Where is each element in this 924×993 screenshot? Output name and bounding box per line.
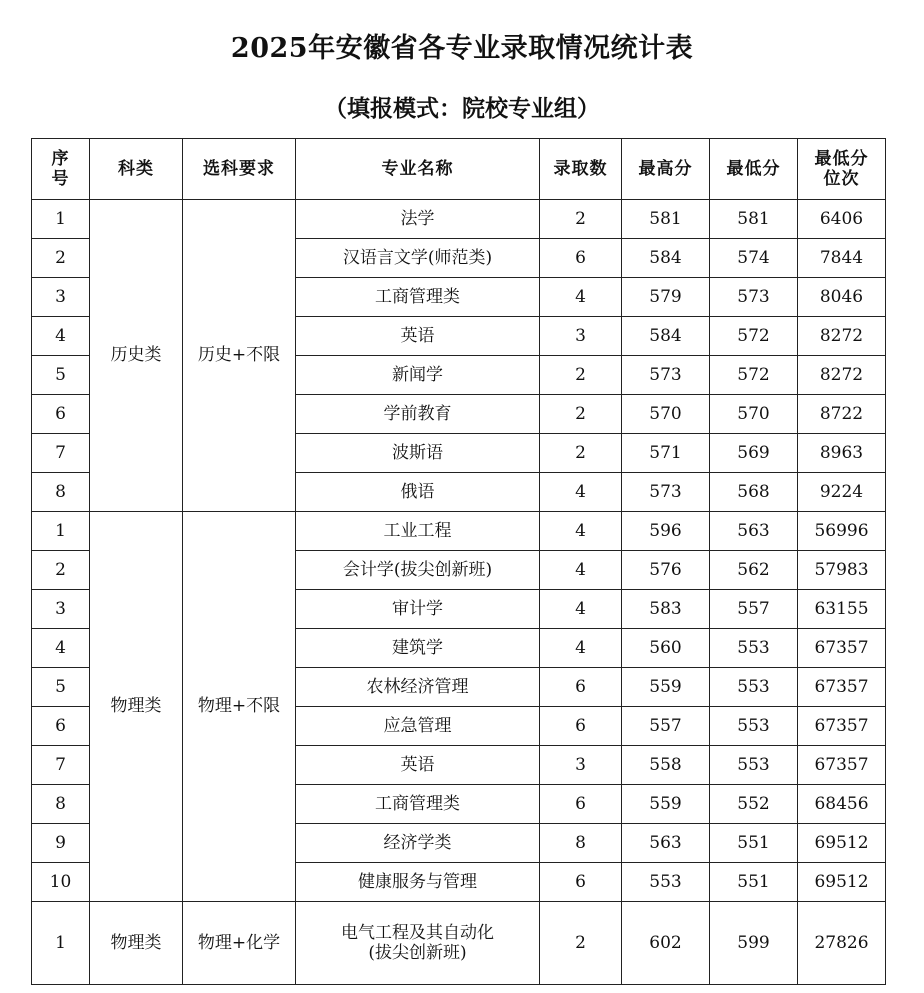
cell-max-score: 571 <box>622 434 710 473</box>
cell-min-rank: 6406 <box>798 200 886 239</box>
cell-min-score: 551 <box>710 824 798 863</box>
cell-major: 俄语 <box>296 473 540 512</box>
cell-admitted: 6 <box>540 785 622 824</box>
table-row <box>32 902 886 985</box>
cell-admitted: 4 <box>540 551 622 590</box>
cell-major: 审计学 <box>296 590 540 629</box>
cell-admitted: 2 <box>540 200 622 239</box>
cell-major: 法学 <box>296 200 540 239</box>
header-major: 专业名称 <box>296 139 540 200</box>
cell-subject-req: 物理+不限 <box>183 512 296 902</box>
cell-major: 农林经济管理 <box>296 668 540 707</box>
cell-admitted: 2 <box>540 356 622 395</box>
cell-min-score: 599 <box>710 902 798 985</box>
cell-min-rank: 63155 <box>798 590 886 629</box>
cell-index: 8 <box>32 785 90 824</box>
cell-min-score: 553 <box>710 629 798 668</box>
cell-min-score: 552 <box>710 785 798 824</box>
cell-min-rank: 8272 <box>798 317 886 356</box>
cell-min-score: 557 <box>710 590 798 629</box>
cell-admitted: 6 <box>540 707 622 746</box>
cell-min-rank: 27826 <box>798 902 886 985</box>
cell-major: 应急管理 <box>296 707 540 746</box>
cell-category: 物理类 <box>90 902 183 985</box>
cell-min-rank: 69512 <box>798 824 886 863</box>
cell-min-rank: 8272 <box>798 356 886 395</box>
cell-max-score: 584 <box>622 317 710 356</box>
cell-index: 2 <box>32 551 90 590</box>
cell-major: 英语 <box>296 317 540 356</box>
table-row <box>32 200 886 239</box>
header-min-rank: 最低分 位次 <box>798 139 886 200</box>
cell-max-score: 557 <box>622 707 710 746</box>
cell-major: 建筑学 <box>296 629 540 668</box>
cell-major: 汉语言文学(师范类) <box>296 239 540 278</box>
cell-min-score: 553 <box>710 707 798 746</box>
cell-max-score: 559 <box>622 785 710 824</box>
cell-admitted: 6 <box>540 863 622 902</box>
cell-min-score: 573 <box>710 278 798 317</box>
cell-max-score: 581 <box>622 200 710 239</box>
cell-major: 电气工程及其自动化 (拔尖创新班) <box>296 902 540 985</box>
cell-admitted: 8 <box>540 824 622 863</box>
cell-max-score: 583 <box>622 590 710 629</box>
cell-major: 会计学(拔尖创新班) <box>296 551 540 590</box>
cell-max-score: 563 <box>622 824 710 863</box>
cell-admitted: 4 <box>540 278 622 317</box>
cell-min-score: 568 <box>710 473 798 512</box>
header-category: 科类 <box>90 139 183 200</box>
cell-min-rank: 56996 <box>798 512 886 551</box>
cell-min-score: 563 <box>710 512 798 551</box>
cell-max-score: 573 <box>622 356 710 395</box>
cell-category: 物理类 <box>90 512 183 902</box>
cell-index: 5 <box>32 356 90 395</box>
cell-max-score: 553 <box>622 863 710 902</box>
cell-index: 9 <box>32 824 90 863</box>
cell-index: 7 <box>32 746 90 785</box>
cell-admitted: 4 <box>540 629 622 668</box>
cell-max-score: 558 <box>622 746 710 785</box>
cell-max-score: 559 <box>622 668 710 707</box>
cell-admitted: 4 <box>540 512 622 551</box>
cell-min-rank: 57983 <box>798 551 886 590</box>
header-index: 序 号 <box>32 139 90 200</box>
cell-min-rank: 8963 <box>798 434 886 473</box>
cell-min-score: 581 <box>710 200 798 239</box>
cell-min-score: 572 <box>710 356 798 395</box>
cell-max-score: 602 <box>622 902 710 985</box>
cell-min-rank: 69512 <box>798 863 886 902</box>
cell-admitted: 2 <box>540 434 622 473</box>
cell-major: 新闻学 <box>296 356 540 395</box>
cell-max-score: 560 <box>622 629 710 668</box>
cell-min-rank: 67357 <box>798 629 886 668</box>
cell-index: 6 <box>32 395 90 434</box>
cell-min-rank: 9224 <box>798 473 886 512</box>
cell-min-rank: 67357 <box>798 707 886 746</box>
cell-admitted: 3 <box>540 317 622 356</box>
page-subtitle: （填报模式：院校专业组） <box>324 95 600 122</box>
cell-min-score: 562 <box>710 551 798 590</box>
cell-max-score: 570 <box>622 395 710 434</box>
cell-major: 经济学类 <box>296 824 540 863</box>
cell-min-score: 570 <box>710 395 798 434</box>
cell-min-rank: 8722 <box>798 395 886 434</box>
cell-major: 学前教育 <box>296 395 540 434</box>
cell-min-rank: 67357 <box>798 746 886 785</box>
cell-major: 工业工程 <box>296 512 540 551</box>
cell-min-score: 574 <box>710 239 798 278</box>
cell-index: 4 <box>32 629 90 668</box>
cell-major: 英语 <box>296 746 540 785</box>
cell-admitted: 4 <box>540 590 622 629</box>
cell-admitted: 6 <box>540 668 622 707</box>
header-row <box>32 139 886 200</box>
cell-index: 4 <box>32 317 90 356</box>
header-max-score: 最高分 <box>622 139 710 200</box>
cell-index: 7 <box>32 434 90 473</box>
cell-index: 5 <box>32 668 90 707</box>
cell-max-score: 584 <box>622 239 710 278</box>
cell-index: 2 <box>32 239 90 278</box>
cell-admitted: 4 <box>540 473 622 512</box>
cell-major: 波斯语 <box>296 434 540 473</box>
cell-min-rank: 68456 <box>798 785 886 824</box>
cell-admitted: 6 <box>540 239 622 278</box>
cell-category: 历史类 <box>90 200 183 512</box>
header-min-score: 最低分 <box>710 139 798 200</box>
cell-min-score: 572 <box>710 317 798 356</box>
cell-min-rank: 67357 <box>798 668 886 707</box>
cell-index: 10 <box>32 863 90 902</box>
cell-admitted: 3 <box>540 746 622 785</box>
cell-index: 3 <box>32 590 90 629</box>
cell-index: 8 <box>32 473 90 512</box>
cell-subject-req: 物理+化学 <box>183 902 296 985</box>
cell-major: 健康服务与管理 <box>296 863 540 902</box>
cell-min-score: 553 <box>710 668 798 707</box>
cell-major: 工商管理类 <box>296 785 540 824</box>
cell-min-rank: 8046 <box>798 278 886 317</box>
cell-max-score: 573 <box>622 473 710 512</box>
cell-admitted: 2 <box>540 395 622 434</box>
cell-index: 1 <box>32 512 90 551</box>
cell-index: 1 <box>32 902 90 985</box>
cell-max-score: 579 <box>622 278 710 317</box>
cell-index: 3 <box>32 278 90 317</box>
cell-subject-req: 历史+不限 <box>183 200 296 512</box>
cell-min-rank: 7844 <box>798 239 886 278</box>
cell-admitted: 2 <box>540 902 622 985</box>
header-admitted: 录取数 <box>540 139 622 200</box>
cell-max-score: 596 <box>622 512 710 551</box>
admission-table <box>31 138 886 985</box>
cell-min-score: 569 <box>710 434 798 473</box>
cell-min-score: 551 <box>710 863 798 902</box>
cell-min-score: 553 <box>710 746 798 785</box>
cell-max-score: 576 <box>622 551 710 590</box>
cell-major: 工商管理类 <box>296 278 540 317</box>
page-title: 2025年安徽省各专业录取情况统计表 <box>230 33 694 64</box>
table-row <box>32 512 886 551</box>
cell-index: 1 <box>32 200 90 239</box>
cell-index: 6 <box>32 707 90 746</box>
header-subject-req: 选科要求 <box>183 139 296 200</box>
